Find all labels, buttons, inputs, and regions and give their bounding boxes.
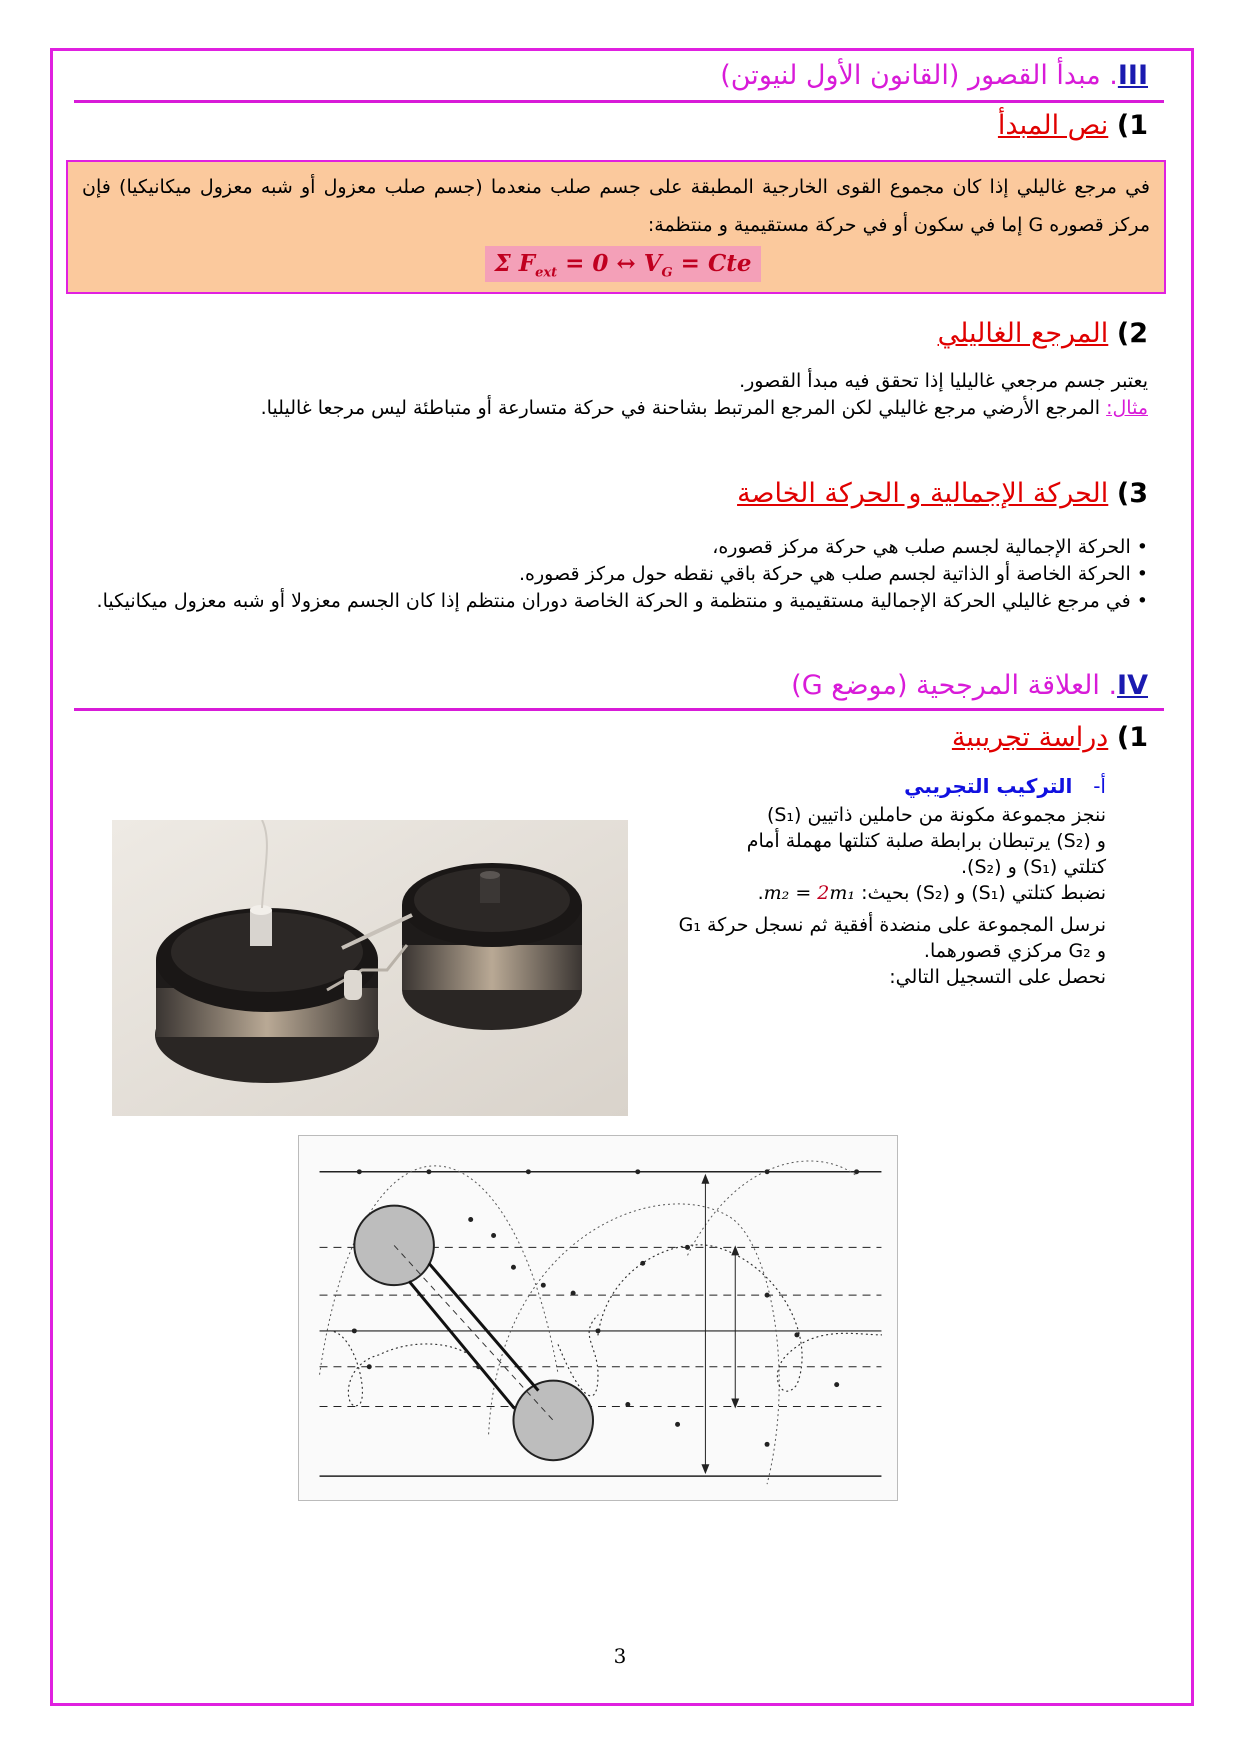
list-item: • الحركة الخاصة أو الذاتية لجسم صلب هي حركة باقي نقطه حول مركز قصوره. [518, 563, 1148, 585]
page-number: 3 [613, 1644, 627, 1668]
list-item: • في مرجع غاليلي الحركة الإجمالية مستقيمية و منتظمة و الحركة الخاصة دوران منتظم إذا كان الجسم معزولا أو شبه معزول ميكانيكيا. [96, 590, 1148, 612]
section-rule [74, 708, 1164, 711]
experiment-setup-heading [904, 774, 1106, 798]
eq-m2: m₂ = [763, 882, 818, 904]
galilean-definition: يعتبر جسم مرجعي غاليليا إذا تحقق فيه مبدأ القصور. [739, 370, 1148, 392]
section-number: IV [1117, 670, 1148, 701]
subsection-title: الحركة الإجمالية و الحركة الخاصة [737, 478, 1109, 509]
subsection-title: المرجع الغاليلي [937, 318, 1109, 349]
galilean-example [92, 395, 1148, 422]
section-rule [74, 100, 1164, 103]
principle-text: في مرجع غاليلي إذا كان مجموع القوى الخارجية المطبقة على جسم صلب منعدما (جسم صلب معزول أو شبه معزول ميكانيكيا) فإن مركز قصوره G إما في سكون أو في حركة مستقيمية و منتظمة: [82, 176, 1150, 236]
formula-g: G [661, 265, 673, 281]
formula-middle: = 0 ↔ V [557, 250, 662, 277]
subsection-number: 3) [1116, 478, 1148, 509]
subsection-galilean-heading [938, 318, 1148, 349]
eq-coefficient: 2 [817, 882, 830, 904]
formula-ext: ext [535, 265, 558, 281]
description-line: نحصل على التسجيل التالي: [889, 966, 1106, 988]
mass-equation [764, 882, 855, 904]
subsection-experiment-heading [952, 722, 1148, 753]
section-title: . مبدأ القصور (القانون الأول لنيوتن) [720, 60, 1118, 91]
example-text: المرجع الأرضي مرجع غاليلي لكن المرجع المرتبط بشاحنة في حركة متسارعة أو متباطئة ليس مرجعا غاليليا. [260, 397, 1107, 419]
formula-sum: Σ F [494, 250, 536, 277]
experiment-setup-title: التركيب التجريبي [904, 774, 1073, 798]
section-iv-heading [791, 670, 1148, 701]
description-line: كتلتي (S₁) و (S₂). [960, 856, 1106, 878]
subsection-title: نص المبدأ [997, 110, 1109, 141]
section-title: . العلاقة المرجحية (موضع G) [791, 670, 1118, 701]
section-number: III [1117, 60, 1148, 91]
description-line: ننجز مجموعة مكونة من حاملين ذاتيين (S₁) [766, 804, 1106, 826]
list-item: • الحركة الإجمالية لجسم صلب هي حركة مركز قصوره، [712, 536, 1148, 558]
section-iii-heading [720, 60, 1148, 91]
description-line: نضبط كتلتي (S₁) و (S₂) بحيث: [861, 882, 1106, 904]
subsection-motions-heading [737, 478, 1148, 509]
eq-m1: m₁ [829, 882, 856, 904]
item-letter: أ- [1093, 774, 1106, 798]
inertia-formula [485, 246, 761, 282]
galilean-paragraph [92, 368, 1148, 422]
subsection-principle-heading [998, 110, 1148, 141]
subsection-title: دراسة تجريبية [951, 722, 1109, 753]
trajectory-recording-figure [298, 1135, 898, 1501]
experiment-description [666, 802, 1106, 990]
description-line: و (S₂) يرتبطان برابطة صلبة كتلتها مهملة أمام [746, 830, 1106, 852]
motions-list [92, 534, 1148, 615]
description-line: نرسل المجموعة على منضدة أفقية ثم نسجل حركة G₁ و G₂ مركزي قصورهما. [678, 914, 1106, 962]
subsection-number: 1) [1116, 722, 1148, 753]
autoporteurs-photo [112, 820, 628, 1116]
subsection-number: 2) [1116, 318, 1148, 349]
formula-end: = Cte [672, 250, 752, 277]
eq-dot: . [757, 882, 764, 904]
mass-condition [666, 880, 1106, 906]
subsection-number: 1) [1116, 110, 1148, 141]
example-label: مثال: [1106, 397, 1148, 419]
